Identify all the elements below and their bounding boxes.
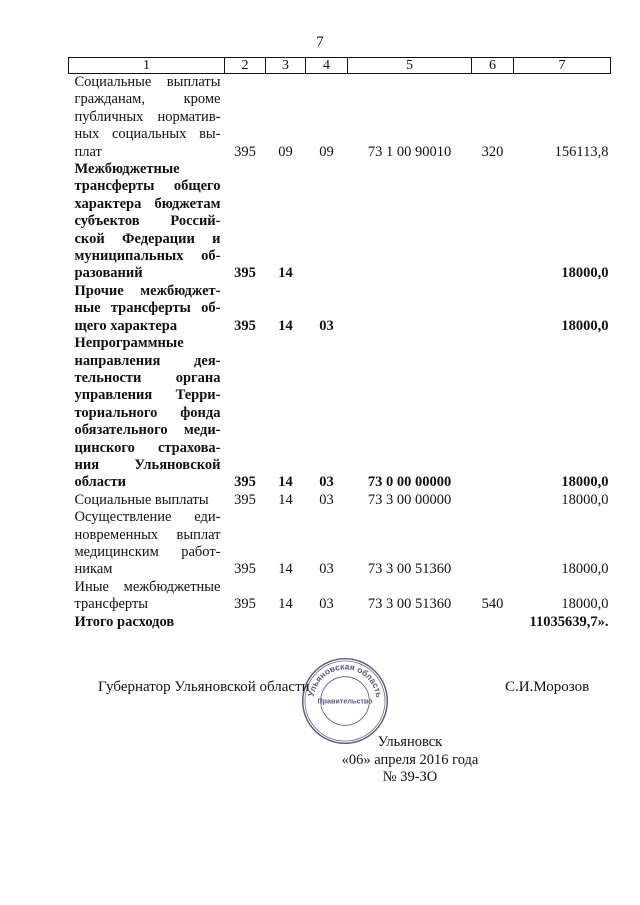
total-label: Итого расходов [74, 613, 175, 630]
budget-table [68, 57, 611, 631]
column-header: 7 [514, 58, 611, 74]
table-header-row [69, 58, 611, 74]
amount-cell: 18000,0 [561, 265, 609, 282]
column-header: 1 [69, 58, 225, 74]
row-name-cell: Социальные выплаты [74, 491, 209, 508]
table-row [69, 492, 611, 509]
chapter-code-cell: 395 [234, 596, 256, 613]
expense-type-cell: 540 [481, 596, 504, 613]
expense-type-cell [472, 161, 514, 283]
law-number: № 39-ЗО [382, 769, 438, 785]
chapter-code-cell: 395 [234, 491, 256, 508]
amount-cell: 18000,0 [561, 596, 609, 613]
page-number: 7 [316, 34, 324, 50]
total-row [69, 614, 611, 631]
column-header: 3 [266, 58, 306, 74]
column-header: 5 [348, 58, 472, 74]
column-header: 6 [472, 58, 514, 74]
table-row [69, 335, 611, 492]
row-name-cell: Непрограммные направления дея-тельности органа управления Терри-ториального фонда обязательного меди-цинского страхова-ния Ульяновской области [74, 335, 221, 491]
table-row [69, 283, 611, 335]
target-article-cell [348, 283, 472, 335]
row-name-cell: Прочие межбюджет-ные трансферты об-щего характера [74, 282, 221, 334]
row-name-cell: Межбюджетные трансферты общего характера бюджетам субъектов Россий-ской Федерации и муниципальных об-разований [74, 161, 221, 282]
expense-type-cell [472, 335, 514, 492]
section-code-cell: 14 [278, 317, 293, 334]
governor-name: С.И.Морозов [505, 679, 590, 695]
row-name-cell: Иные межбюджетные трансферты [74, 578, 221, 613]
amount-cell: 156113,8 [554, 143, 609, 160]
section-code-cell: 14 [278, 561, 293, 578]
subsection-code-cell: 03 [319, 491, 334, 508]
amount-cell: 18000,0 [561, 491, 609, 508]
expense-type-cell [472, 509, 514, 579]
column-header: 4 [306, 58, 348, 74]
column-header: 2 [225, 58, 266, 74]
section-code-cell: 14 [278, 491, 293, 508]
subsection-code-cell [306, 161, 348, 283]
table-row [69, 161, 611, 283]
expense-type-cell [472, 492, 514, 509]
target-article-cell [348, 161, 472, 283]
table-body [69, 74, 611, 632]
chapter-code-cell: 395 [234, 265, 256, 282]
chapter-code-cell: 395 [234, 561, 256, 578]
row-name-cell: Осуществление еди-новременных выплат медицинским работ-никам [74, 509, 221, 578]
place: Ульяновск [377, 734, 443, 750]
section-code-cell: 14 [278, 265, 293, 282]
expense-type-cell [472, 283, 514, 335]
section-code-cell: 14 [278, 596, 293, 613]
subsection-code-cell: 03 [319, 596, 334, 613]
subsection-code-cell: 03 [319, 317, 334, 334]
row-name-cell: Социальные выплаты гражданам, кроме публичных норматив-ных социальных вы-плат [74, 74, 221, 160]
amount-cell: 18000,0 [561, 474, 609, 491]
amount-cell: 18000,0 [561, 317, 609, 334]
official-seal-icon [300, 656, 390, 746]
table-row [69, 579, 611, 614]
subsection-code-cell: 03 [319, 561, 334, 578]
subsection-code-cell: 03 [319, 474, 334, 491]
chapter-code-cell: 395 [234, 474, 256, 491]
seal-center-text: Правительство [317, 696, 373, 706]
target-article-cell: 73 1 00 90010 [367, 143, 452, 160]
table-row [69, 74, 611, 162]
date: «06» апреля 2016 года [341, 751, 479, 768]
section-code-cell: 14 [278, 474, 293, 491]
chapter-code-cell: 395 [234, 143, 256, 160]
expense-type-cell: 320 [481, 143, 504, 160]
chapter-code-cell: 395 [234, 317, 256, 334]
target-article-cell: 73 3 00 51360 [367, 596, 452, 613]
subsection-code-cell: 09 [319, 143, 334, 160]
section-code-cell: 09 [278, 143, 293, 160]
target-article-cell: 73 3 00 00000 [367, 491, 452, 508]
table-row [69, 509, 611, 579]
amount-cell: 18000,0 [561, 561, 609, 578]
target-article-cell: 73 3 00 51360 [367, 561, 452, 578]
target-article-cell: 73 0 00 00000 [367, 474, 452, 491]
governor-title: Губернатор Ульяновской области [98, 679, 310, 695]
total-amount: 11035639,7». [529, 613, 609, 630]
seal-ring-text: Ульяновская область [305, 661, 385, 699]
